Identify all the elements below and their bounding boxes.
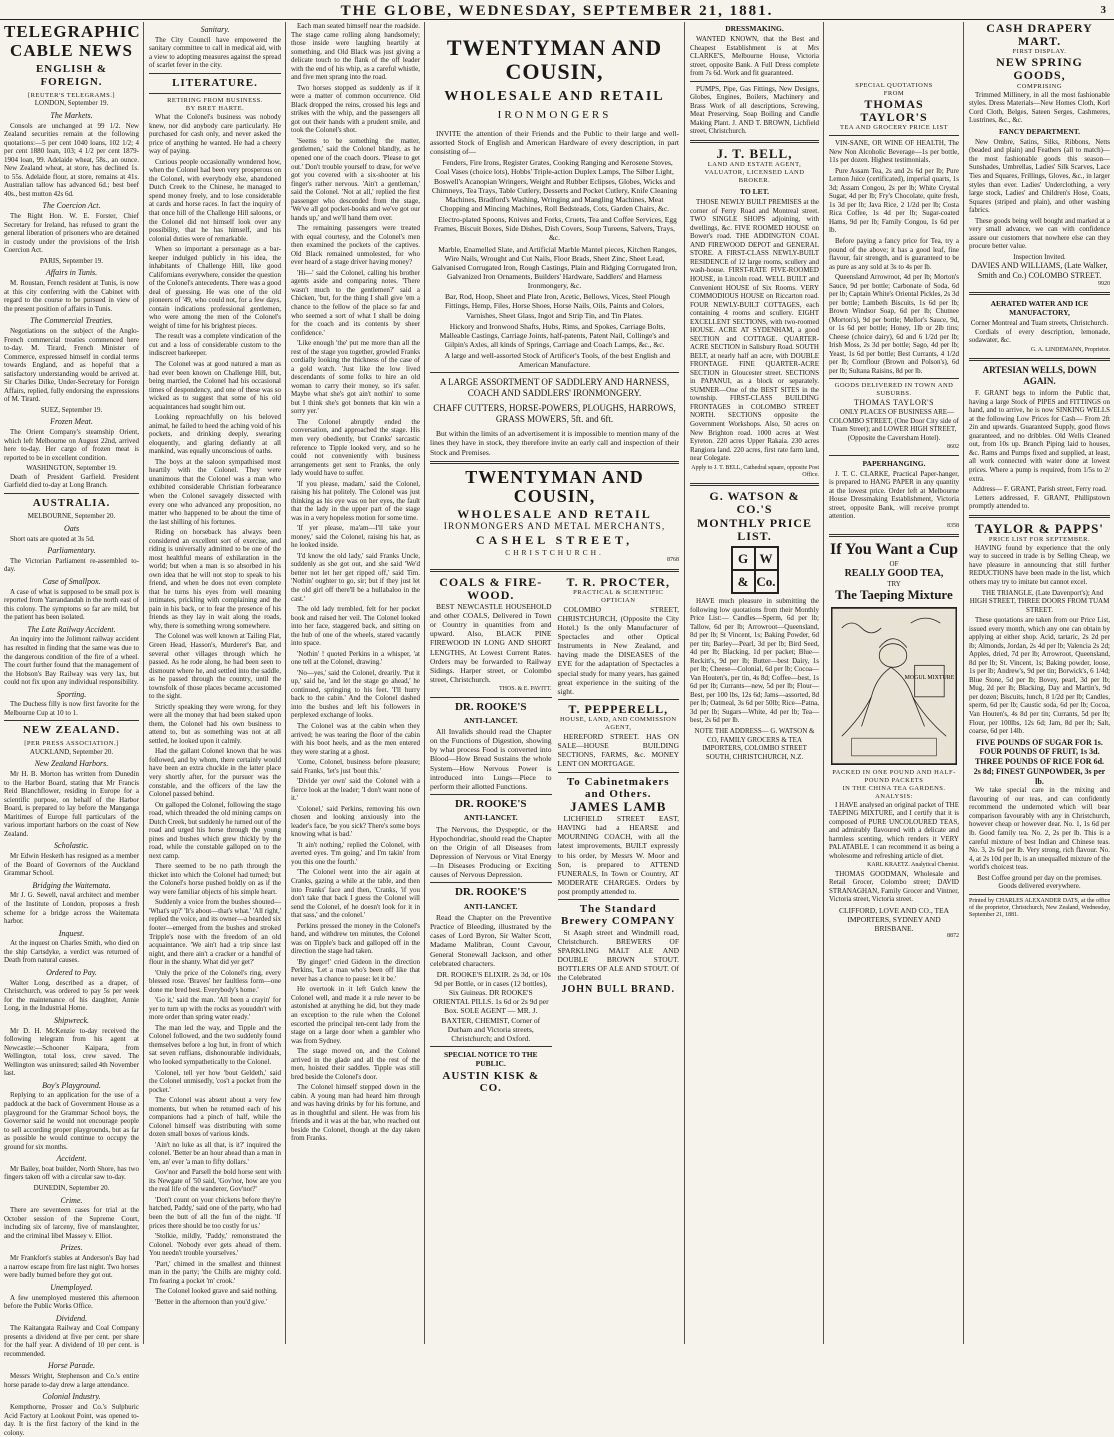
story-paragraph: The stage moved on, and the Colonel arrived in the glade and all the rest of the men, hoisted their saddles. Tipple was still bred beside the Colonel's door. [291,1047,420,1081]
ad-text: Electro-plated Spoons, Knives and Forks, Cruets, Tea and Coffee Services, Egg Frames, Biscuit Boxes, Side Dishes, Dish Covers, Soup Tureens, Salvers, Trays, &c. [433,215,677,243]
ad-text: DR. ROOKE'S ELIXIR. 2s 3d, or 10s 9d per Bottle, or in cases (12 bottles), Six Guineas. DR ROOKE'S ORIENTAL PILLS. 1s 6d or 2s 9d per Box. SOLE AGENT — MR. J. BAXTER, CHEMIST, Corner of Durham and Victoria streets, Christchurch; and Oxford. [432,969,551,1043]
ad-text: Fenders, Fire Irons, Register Grates, Cooking Ranging and Kerosene Stoves, Coal Vases (choice lots), Hobbs' Triple-action Duplex Lamps, The Silber Light, Boswell's Acanopian Wringers, Weight and Rubber Eclipses, Globes, Wicks and Chimneys, Tea Trays, Table Cutlery, Desserts and Pocket Cutlery, Knife Cleaning Machines, Bradford's Washing, Wringing and Mangling Machines, Meat Chopping and Mincing Machines, Roll Bedsteads, Cots, Garden Chairs, &c. [431,158,678,213]
section-heading: Inquest. [58,928,85,938]
story-paragraph: 'Stolkie, mildly, 'Paddy,' remonstrated the Colonel. 'Nobody ever gets ahead of them. You needn't trouble yourselves.' [149,1232,281,1258]
story-paragraph: Riding on horseback has always been considered an excellent sort of exercise, and riding is universally admitted to be one of the most healthful means of exhilaration in the world; but when a man is so absorbed in his own idea that he will not stop to speak to his friend, and when he does not even complete that he turns his eyes from well meaning intimates, prickling with complaining and the pain in his back, or to fear the presence of his friends as they lay in wait along the roads, why, there is something wrong somewhere. [149,528,281,630]
ad-text: New Ombre, Satins, Silks, Ribbons, Netts (beaded and plain) and Feathers (all to match)—the most fashionable goods this season—Sunshades, Umbrellas, Ladies' Silk Scarves, Lace Ties and Squares, Frillings, Gloves, &c., in larger styles than ever. Ladies' Underclothing, a very large stock, Ladies' and Children's Hose, Coats, Squares (striped and plain), and other washing fabrics. [969,137,1110,215]
ad-signature: G. A. LINDEMANN, Proprietor. [1030,346,1110,353]
spacer [829,22,959,82]
article-text: A few unemployed mustered this afternoon before the Public Works Office. [4,1293,139,1311]
ad-aerated-title: AERATED WATER AND ICE MANUFACTORY, [990,299,1089,318]
ad-coals-title: COALS & FIRE-WOOD. [439,574,543,602]
ad-signature: NOTE THE ADDRESS— G. WATSON & CO, FAMILY GROCERS & TEA IMPORTERS, COLOMBO STREET SOUTH, CHRISTCHURCH, N.Z. [694,727,815,761]
ad-procter-title: T. R. PROCTER, [566,574,670,589]
watson-logo [731,546,779,594]
new-zealand-heading: NEW ZEALAND. [22,724,121,737]
ad-text: The Nervous, the Dyspeptic, or the Hypochondriac, should read the Chapter on the Origin of all Diseases from Depression of Nervous or Vital Energy—In Diseases Producing or Exciting causes of Nervous Depression. [430,824,552,880]
story-paragraph: Strictly speaking they were wrong, for they were all the money that had been staked upon them, the Colonel had his own business to attend to, but as something was not at all settled, he looked upon it calmly. [149,702,281,745]
divider [558,772,680,773]
divider [829,455,959,456]
article-text: The Victorian Parliament re-assembled to-day. [4,556,139,574]
divider [690,483,819,486]
dateline: LONDON, September 19. [34,99,109,108]
article-text: Consols are unchanged at 99 1/2. New Zealand securities remain at the following quotations:—5 per cent 1040 loans, 102 1/2; 4 per cent 1880 loan, 103; 4 1/2 per cent 1879-1904 loan, 99. Adelaide wheat, 58s., an ounce. New Zealand wheat, at store, has declined 1s. to 55s. Adelaide flour, at store, remains at 41s. Australian tallow has advanced 6d.; best beef 40s., best mutton 42s 6d. [4,121,139,198]
divider [430,1046,552,1047]
agency-line: [REUTER'S TELEGRAMS.] [27,91,116,99]
story-paragraph: 'Colonel,' said Perkins, removing his own chosen and looking anxiously into the leader's face, 'be you sick? There's some boys knowing what is bad.' [291,804,420,839]
divider [430,569,679,572]
article-text: The Orient Company's steamship Orient, which left Melbourne on August 22nd, arrived here to-day. Her cargo of frozen meat is reported to be in excellent condition. [4,428,139,462]
mogul-label: MOGUL MIXTURE [904,675,955,682]
ad-text: Trimmed Millinery, in all the most fashionable styles. Dress Materials—New Homes Cloth, Korl Cord Cloth, Belges, Sateen Serges, Cashmeres, Lustrines, &c., &c. [969,90,1110,125]
ad-banner: FIVE POUNDS OF SUGAR FOR 1s. [976,737,1103,747]
story-paragraph: 'The Colonel went into the air again at Cranks, gazing a while at the table, and then into Franks' face and then, 'Cranks, 'if you don't take that back I guess the Colonel will send the Colonel, ef he doesn't look for it in that sass,' and the colonel.' [291,868,420,920]
ad-text: ONLY PLACES OF BUSINESS ARE— COLOMBO STREET, (One Door City side of Tuam Street); and LOWER HIGH STREET, (Opposite the Caversham Hotel). [829,408,959,442]
story-paragraph: 'If yer please, ma'am—I'll take your money,' said the Colonel, raising his hat, as he looked inside. [291,524,420,550]
ad-text: We take special care in the mixing and flavouring of our teas, and can confidently recommend the undernoted which will bear comparison favourably with any in Christchurch, however cheap or however dear. No. 1, 1s 6d per lb. Good family tea. No. 2, 2s per lb. This is a careful mixture of best Indian and Chinese teas. No. 3, 2s 6d per lb. Very strong, rich flavour. No. 4, at 2s 10d per lb, is an unequalled mixture of the world's choicest teas. [969,786,1110,872]
section-heading: Bridging the Waitemata. [32,880,111,890]
divider [558,699,680,700]
divider [430,461,679,464]
divider [969,515,1110,518]
divider [4,493,139,494]
ad-text: These quotations are taken from our Price List, issued every month, which any one can obtain by applying at either shop. Acid, tartaric, 2s 2d per lb; Almonds, Jordan, 2s 4d per lb; Valencia 2s 2d; Apples, dried, 7d per lb; Arrowroot, Queensland, 8d per lb; St. Vincent, 1s; Baking powder, loose, 1s per lb; Andrew's, 9d per tin; Borwick's, 6 1/4d; Blue Stone, 5d per lb; Bovey, pearl, 3d per lb; Mug, 2d per lb; Blacking, Day and Martin's, 9d per dozen; Biscuits, lunch, 8 1/2d per lb; Candles, sperm, 6d per lb; Caustic soda, 6d per lb; Cocoa, Van Houten's, 4s 8d per tin; Currants, 5d per lb; Flour, per 100lbs, 12s 6d; Jam, 8d per lb; Salt, coarse, 6d per 14lb. [969,616,1110,736]
divider [430,697,552,698]
ad-signature: KARL KRAETZ. Analytical Chemist. [867,862,959,869]
ad-text: INVITE the attention of their Friends and the Public to their large and well-assorted Stock of English and American Hardware of every description, in part consisting of— [430,128,679,157]
ad-twentyman-subtitle-2: WHOLESALE AND RETAIL [457,507,652,522]
section-heading: Parliamentary. [47,546,96,556]
ad-ref: 8768 [667,557,679,564]
ad-right-column [558,576,680,1095]
section-heading: Frozen Meat. [50,417,93,427]
story-paragraph: Two horses stopped as suddenly as if it were a matter of common occurrence. Old Black dropped the reins, crossed his legs and strikes with the whip, and the passengers all got out their hands with a prudent smile, and took the Colonel's shot. [291,83,420,135]
ad-text: I HAVE analysed an original packet of THE TAEPING MIXTURE, and I certify that it is composed of PURE UNCOLOURED TEAS, and admirably flavoured with a delicate and harmless scenting, which renders it VERY PALATABLE. I can recommend it as being a wholesome and refreshing article of diet. [829,800,959,860]
article-text: The Kaitangata Railway and Coal Company presents a dividend at five per cent. per share for the half year. A dividend of 10 per cent. is recommended. [4,1324,139,1358]
article-text: M. Roustan, French resident at Tunis, is now at this city conferring with the Cabinet with regard to the course to be pursued in view of the present position of affairs in Tunis. [4,279,139,313]
printer-imprint: Printed by CHARLES ALEXANDER DATS, at the office of the proprietor, Christchurch, New Zealand, Wednesday, September 21, 1881. [969,897,1110,919]
ad-from: FROM [883,89,905,97]
divider [969,358,1110,361]
ad-footer: Best Coffee ground per day on the premises. Goods delivered everywhere. [977,873,1102,891]
story-paragraph: Perkins pressed the money in the Colonel's hand, and withdrew ten minutes, the Colonel was on Tipple's back and galloped off in the direction the stage had taken. [291,921,420,956]
section-heading: New Zealand Harbors. [34,759,109,769]
section-heading: The Late Railway Accident. [27,624,116,634]
article-text: Mr Edwin Hesketh has resigned as a member of the Board of Governors of the Auckland Grammar School. [4,852,139,878]
ad-signature: Apply to J. T. BELL, Cathedral square, opposite Post Office. [691,464,819,478]
ad-text: VIN-SANE, OR WINE OF HEALTH, The New Non Alcoholic Beverage—1s per bottle, 11s per dozen. Highest testimonials. [829,139,959,165]
story-title: RETIRING FROM BUSINESS. [167,97,263,105]
dateline: AUCKLAND, September 20. [29,747,114,756]
masthead-title: THE GLOBE, WEDNESDAY, SEPTEMBER 21, 1881. [340,3,774,19]
story-paragraph: The remaining passengers were treated with equal courtesy, and the Colonel's men then examined the pockets of the captives. Old Black remained unmolested, for who ever heard of a stage driver having money? [291,224,420,267]
column-drapery [965,22,1114,1344]
telegraphic-heading: TELEGRAPHIC [4,22,141,41]
ad-drapery-title: CASH DRAPERY MART. [986,21,1093,49]
story-paragraph: The Colonel himself stepped down in the cabin. A young man had heard him through and was having drinks by for his fortune, and as in thoughtful and silent. He was from his friends and it was at the bar, who reached out beside the Colonel, though at the day taken from Franks. [291,1083,420,1143]
section-heading: Scholastic. [54,841,89,851]
ad-ref: 8358 [947,522,959,529]
ad-cabinetmakers-title: To Cabinetmakers and Others. [566,775,670,800]
story-paragraph: 'Come, Colonel, business before pleasure; said Franks, 'let's just 'bout this.' [291,758,420,775]
ad-taylor-papps-title: TAYLOR & PAPPS' [975,520,1104,536]
story-paragraph: 'If you please, madam,' said the Colonel, raising his hat politely. The Colonel was just thinking as his eye was on her eyes, the fault that the lady in the upper part of the stage was in a very hopeless motion for some time. [291,479,420,522]
ad-lamb-title: JAMES LAMB [570,798,667,814]
section-heading: Sanitary. [200,25,230,34]
ad-text: HAVE much pleasure in submitting the following low quotations from their Monthly Price List:— Candles—Sperm, 6d per lb; Tallow, 6d per lb; Arrowroot—Queensland, 8d per lb; St Vincent, 1s; Baking Powder, 6d per tin; Barley—Pearl, 3d per lb; Bird Seed, 4d per lb; Blacking, 1d per packet; Blue—Reckitt's, 9d per lb; Butter—best Dairy, 1s per lb; Cheese—Colonial, 6d per lb; Cocoa—Van Houten's, per tin, 4s 8d; Coffee—best, 1s 6d per lb; Currants—new, 5d per lb; Flour—Best, per 100 lbs, 12s 6d; Jams—assorted, 8d per lb; Oatmeal, 3s 6d per 50lb; Rice—Patna, 3d per lb; Sugars—White, 4d per lb; Tea—best, 2s 6d per lb. [690,597,819,725]
section-heading: The Commercial Treaties. [30,316,113,326]
article-text: Mr J. G. Sewell, naval architect and member of the Institute of London, proposes a fresh scheme for a bridge across the Waitemata harbor. [4,891,139,926]
ad-pepperell-subtitle: HOUSE, LAND, AND COMMISSION AGENT, [559,716,677,732]
masthead [0,0,1114,20]
ad-banner: FOUR POUNDS OF FRUIT, 1s 3d. [979,747,1100,757]
ad-text: Queensland Arrowroot, 4d per lb; Morton's Sauce, 9d per bottle; Carbonate of Soda, 6d per lb; Captain White's Oriental Pickles, 2s 3d per bottle; Lambeth Biscuits, 1s 6d per lb; Brown Windsor Soap, 6d per lb; Chutnee (Morton's), 9d per bottle; Mellor's Sauce, 9d, or 1s 6d per bottle; Honey, 1lb or 2lb tins; Cheese (choice dairy), 6d and 6 1/2d per lb; Irish Moss, 2s 3d per bottle; Sago, 4d per lb; Yeast, 1s 6d per bottle; Best Currants, 4 1/2d per lb; Cornflour (Brown and Polson's), 6d per lb; Sultana Raisins, 8d per lb. [829,273,959,375]
divider [690,140,819,143]
ad-goods-delivered: GOODS DELIVERED IN TOWN AND SUBURBS. [834,382,954,398]
article-text: Mr Bailey, boat builder, North Shore, has two fingers taken off with a circular saw to-day. [4,1164,139,1182]
story-paragraph: 'Go it,' said the man. 'All been a crayin' for yer to turn up with the rocks as youuddn't with more order than spring water ready.' [149,996,281,1022]
story-paragraph: 'Don't count on your chickens before they're hatched, Paddy,' said one of the party, who had been the butt of all the fun of the night. 'If prices there should be too costly for us.' [149,1195,281,1230]
dateline: PARIS, September 19. [39,256,104,265]
ad-pepperell-title: T. PEPPERELL, [568,701,669,716]
ad-text: All Invalids should read the Chapter on the Functions of Digestion, showing by what process Food is converted into Blood—How Bread Sustains the whole System—How Nervous Power is introduced into Lungs—Piece to perform their allotted Functions. [430,727,552,791]
column-story-continued [287,22,424,1344]
ad-cup-mixture: The Taeping Mixture [835,587,953,603]
ad-twentyman-subtitle: WHOLESALE AND RETAIL [444,89,665,105]
ad-fancy-title: FANCY DEPARTMENT. [998,126,1081,136]
ad-twentyman-city: CHRISTCHURCH. [505,548,604,558]
column-telegraphic-news [0,22,143,1437]
article-text: Mr H. B. Morton has written from Dunedin to the Harbor Board, stating that Mr Francis Reid Blanchflower, residing in Europe for a scientific purpose, on behalf of the Harbor Board, is prepared to lay before the Manganga Maritimes of Europe full particulars of the various important harbors on the coast of New Zealand. [4,770,139,838]
section-heading: Unemployed. [50,1282,93,1292]
ad-text: Hickory and Ironwood Shafts, Hubs, Rims, and Spokes, Carriage Bolts, Malleable Castings, Carriage Joints, half-patents, Patent Nail, Collinge's and Gilpin's Axles, all kinds of Springs, Carriage and Coach Lamps, &c., &c. [439,321,670,349]
section-heading: Oats [63,523,80,533]
story-paragraph: The result was a complete vindication of the cut and a loss of considerable custom to the indiscreet barkeeper. [149,332,281,358]
story-paragraph: The Colonel abruptly ended the conversation, and approached the stage. His men very obediently, but Cranks' sarcastic reference to Tipple looked very, and so he could not conveniently with business arrangements get sent to Franks, the only lady would have to suffer. [291,417,420,478]
illustration-caption: PACKED IN ONE POUND AND HALF-POUND PACKETS [832,769,956,784]
column-rule [684,22,685,1344]
page-number: 3 [1100,4,1108,16]
ad-text: Cordials of every description, lemonade, sodawater, &c. [969,327,1110,345]
ad-dressmaking-title: DRESSMAKING. [725,24,784,33]
story-paragraph: 'It ain't nothing,' replied the Colonel, with averted eyes. 'I'm going,' and I'm takin' from you this one the fourth.' [291,840,420,866]
ad-cup-of: OF [889,559,899,568]
section-heading: Shipwreck. [53,1015,90,1025]
ad-taylor-subtitle: TEA AND GROCERY PRICE LIST [839,124,949,132]
story-paragraph: 'Like enough 'the' put me more than all the rest of the stage you together, growled Franks cordially looking the thickness of the case of a gold watch. 'Just like the low lived descendants of some folks to hire an old woman to carry their money, so it's safer. Maybe what she's got ain't nothin' to some but I think she's got bonnets that kin win a sorry yer.' [291,339,420,416]
ad-text: COLOMBO STREET, CHRISTCHURCH, (Opposite the City Hotel.) Is the only Manufacturer of Spectacles and other Optical Instruments in New Zealand, and having made the DISEASES of the EYE for the adaptation of Spectacles a special study for many years, has gained great experience in the suiting of the sight. [557,604,679,696]
divider [558,899,680,900]
ad-text: A large and well-assorted Stock of Artificer's Tools, of the best English and American Manufacture. [444,351,671,370]
ad-text: HEREFORD STREET. HAS ON SALE—HOUSE BUILDING SECTIONS, FARMS, &c. MONEY LENT ON MORTGAGE. [557,732,679,769]
ad-special-notice: SPECIAL NOTICE TO THE PUBLIC. [443,1049,538,1069]
story-paragraph: Had the gallant Colonel known that he was followed, and by whom, there certainly would have been an extra chuckle in the latter place very shortly after, for the pursuer was the constable, and the officers of the law the Colonel passed behind. [149,747,281,799]
ad-twentyman-street: CASHEL STREET, [475,533,634,548]
ad-text: These goods being well bought and marked at a very small advance, we can with confidence assure our customers that nowhere else can they procure better value. [969,216,1110,251]
australia-heading: AUSTRALIA. [32,496,111,509]
article-text: A case of what is supposed to be small pox is reported from Yarrandandah in the north east of this colony. The symptoms so far are mild, but the patient has been isolated. [4,587,139,622]
story-paragraph: 'Part,' chimed in the smallest and thinnest man in the party; 'the Chills are mighty cold. I'm fearing a pocket 'm' crook.' [149,1259,281,1285]
ad-cup-try: TRY [887,579,901,588]
divider [969,894,1110,895]
ad-rooke-subtitle: ANTI-LANCET. [463,901,518,911]
divider [149,93,281,94]
story-paragraph: Looking reproachfully on his beloved animal, he failed to heed the aching void of his pockets, and drinking deeply, swearing eloquently, and glaring defiantly at all mankind, was equally unconscious of oaths. [149,413,281,456]
story-paragraph: What the Colonel's business was nobody knew, nor did anybody care particularly. He purchased for cash only, and never asked the price of anything he wanted. He had a cheery way of paying. [149,113,281,156]
story-paragraph: Curious people occasionally wondered how, when the Colonel had been very prosperous on the Colonel, with everybody else, abandoned Dutch Creek to the Chinese, he managed to spend money freely, and to lose considerable at cards and horse races. In fact the inquiry of that once hill of the Challenge Hill saloons, or the Colonel did not himself look over any possibility, that he has himself, and his colonial duties were of remarkable. [149,157,281,243]
story-author: BY BRET HARTE. [185,105,245,113]
section-heading: The Markets. [50,110,93,120]
ad-clifford: CLIFFORD, LOVE AND CO., TEA IMPORTERS, SYDNEY AND BRISBANE. [838,905,950,934]
section-heading: Crime. [60,1195,83,1205]
ad-text: Before paying a fancy price for Tea, try a pound of the above; it has a good leaf, fine flavour, fair strength, and is guaranteed to be as pure as any sold at 3s to 4s per lb. [829,236,959,271]
ad-china-title: IN THE CHINA TEA GARDENS. [842,784,946,792]
article-text: An inquiry into the Jolimont railway accident has resulted in finding that the same was due to the dangerous condition of the fire of a wheel. The court further found that the management of the Hobson's Bay Railway was very lax, but could not fix upon any individual responsibility. [4,635,139,687]
section-heading: Dividend. [55,1313,88,1323]
story-paragraph: The Colonel was at the cabin when they arrived; he was tearing the floor of the cabin with his boot heels, and as the men entered they were staring at a ghost. [291,721,420,756]
ad-text: BEST NEWCASTLE HOUSEHOLD and other COALS, Delivered in Town or Country in quantities from and upward. Also, BLACK PINE FIREWOOD IN LONG AND SHORT LENGTHS, At Lowest Current Rates. Orders may be forwarded to Railway Sidings. Harper street, or Colombo street, Christchurch. [430,601,552,685]
column-ironmongers-ads [426,22,683,1344]
article-text: Replying to an application for the use of a paddock at the back of Government House as a playground for the Grammar School boys, the Governor said he would not encourage people to sell according proper playgrounds, but as far as possible he would continue to occupy the ground for six months. [4,1091,139,1151]
ad-twentyman-title: TWENTYMAN AND COUSIN, [446,35,663,85]
article-text: The Right Hon. W. E. Forster, Chief Secretary for Ireland, has refused to grant the general liberation of prisoners who are detained in custody under the provisions of the Irish Coercion Act. [4,212,139,255]
ad-rooke-subtitle: ANTI-LANCET. [463,715,518,725]
divider [430,794,552,795]
dateline: SUEZ, September 19. [40,405,103,414]
article-text: The City Council have empowered the sanitary committee to call in medical aid, with a view to adopting measures against the spread of scarlet fever in the city. [149,35,281,70]
ad-banner: 2s 8d; FINEST GUNPOWDER, 3s per lb. [973,766,1106,786]
dateline: DUNEDIN, September 20. [33,1184,110,1192]
story-paragraph: 'By ginger!' cried Gideon in the direction Perkins, 'Let a man who's been off like that never has a chance to pause: let it be.' [291,957,420,983]
ad-text: St Asaph street and Windmill road, Christchurch. BREWERS OF SPARKLING MALT ALE AND DOUBLE BROWN STOUT. BOTTLERS OF ALE AND STOUT. Of the Celebrated [557,927,679,983]
ad-brewery-title: The Standard Brewery COMPANY [561,903,676,928]
ad-taylor-title: THOMAS TAYLOR'S [860,96,928,125]
ad-text: THOSE NEWLY BUILT PREMISES at the corner of Ferry Road and Montreal street. TWO SINGLE SHOPS adjoining, with dwellings, &c. FIVE ROOMED HOUSE on Bower's road. THE ADDINGTON COAL AND FIREWOOD DEPOT and GENERAL STORE. A FIRST-CLASS NEWLY-BUILT RESIDENCE of 12 large rooms, scullery and wash-house. FIRST-RATE FIVE-ROOMED HOUSE, in Lincoln road. WELL BUILT and Convenient HOUSE of Six Rooms. VERY COMMODIOUS HOUSE on Riccarton road. FOUR NEWLY-BUILT COTTAGES, each containing 4 rooms and scullery. EIGHT EXCELLENT SECTIONS, with two-roomed HOUSE. ACRE AT SYDENHAM, a good SECTION and COTTAGE. QUARTER-ACRE SECTION in Salisbury Road. SOUTH BELT, at nearly half an acre, with DOUBLE FRONTAGE. FINE QUARTER-ACRE SECTION in Gloucester street. SECTIONS in PAPANUI, as a block or separately. SUMNER—One of the BEST SITES in the township. FIRST-CLASS BUILDING FRONTAGES in COLOMBO STREET NORTH. SECTIONS opposite the Government Workshops. Also, 50 acres on New Brighton road. 1000 acres at West Eyreton. 220 acres Upper Rakaia. 230 acres Rangiora land. 220 acres, first rate farm land, near Colegate. [690,198,819,463]
section-heading: The Coercion Act. [42,201,101,211]
ad-banner: THREE POUNDS OF RICE FOR 6d. [974,757,1105,767]
ad-text: Letters addressed, F. GRANT, Phillipstown promptly attended to. [969,493,1110,511]
ad-new-spring: NEW SPRING GOODS, [996,55,1083,83]
column-rule [143,22,144,1344]
tea-merchant-illustration [831,607,957,765]
cable-news-heading: CABLE NEWS [10,40,133,60]
ad-text: PUMPS, Pipe, Gas Fittings, New Designs, Globes, Engines, Boilers, Machinery and Brass Work of all descriptions, Screwing, Meat Preserving, Soap Boiling and Candle Making Plant. J. AND T. BROWN, Lichfield street, Christchurch. [690,84,819,136]
column-rule [424,22,425,1344]
ad-bell-title: J. T. BELL, [716,145,793,161]
story-paragraph: 'Hi—' said the Colonel, calling his brother agents aside and comparing notes. 'There wasn't much to the gentlemen?' said a Chicken, 'but, for the thing I shall give 'em a chance to the fellow of the place so far and who seemed a sort of what I shall be doing for the coach and its contents by sheer confidence.' [291,268,420,337]
divider [829,378,959,379]
literature-heading: LITERATURE. [172,76,258,89]
article-text: Walter Long, described as a draper, of Christchurch, was ordered to pay 5s per week for the maintenance of his daughter, Annie Long, in the Industrial Home. [4,978,139,1013]
section-heading: Prizes. [60,1243,83,1253]
ad-text: THOMAS GOODMAN, Wholesale and Retail Grocer, Colombo street; DAVID STRANAGHAN, Family Grocer and Vintner, Victoria street, Victoria street. [829,869,959,904]
section-heading: Accident. [56,1154,87,1164]
ad-text: Pure Assam Tea, 2s and 2s 6d per lb; Pure Lemon Juice (certificated), imperial quarts, 1s 3d; Assam Congou, 2s per lb; White Crystal Sugar, 4d per lb; Fry's Chocolate, quite fresh, 1s 3d per lb; Java Rice, 2 1/2d per lb; Costa Rica Coffee, 1s 4d per lb; Sugar-coated Hams, 9d per lb; Family Congou, 1s 6d per lb. [829,166,959,235]
story-paragraph: Suddenly a voice from the bushes shouted— 'What's up?' 'It's about—that's what.' 'All right,' replied the voice, and its owner—a bearded six footer—emerged from the bushes and stroked Tripple's nose with the freedom of an old acquaintance. 'We ain't had a trip since last night, and there ain't a cracker or a handful of flour in the shanty. What did yer get?' [149,898,281,967]
ad-brewery-brand: JOHN BULL BRAND. [561,984,675,996]
ad-taylor-papps-subtitle: PRICE LIST FOR SEPTEMBER. [988,535,1091,543]
story-paragraph: Each man seated himself near the roadside. The stage came rolling along handsomely; those inside were laughing heartily at something, and Old Black was just giving a delicate touch to the flank of the off leader with the end of his whip, as a careful whistle, and five men sprang into the road. [291,22,420,82]
ad-text: WANTED KNOWN, that the Best and Cheapest Establishment is at Mrs CLARKE'S, Melbourne House, Victoria street, opposite Bank. A Full Dress complete from 7s 6d. Work and fit guaranteed. [690,35,819,78]
column-rule [963,22,964,1344]
ad-cup-title: If You Want a Cup [829,541,959,559]
section-heading: Case of Smallpox. [42,576,101,586]
section-heading: Sporting. [56,689,87,699]
story-paragraph: 'Ain't no luke as all that, is it?' inquired the colonel. 'Better be an hour ahead than a man in 'em, an' ever 'a man to fifty dollars.' [149,1140,281,1166]
story-paragraph: 'Better in the afternoon than you'd give.' [155,1297,268,1306]
story-paragraph: There seemed to be no path through the thicket into which the Colonel had turned; but the Colonel's horse pushed boldly on as if the way were familiar objects of his simple heart. [149,862,281,896]
ad-left-column [430,576,552,1095]
dateline: WASHINGTON, September 19. [26,464,117,473]
ad-text: J. T. C. CLARKE, Practical Paper-hanger, is prepared to HANG PAPER in any quantity at the lowest price. Order left at Melbourne House Dressmaking Establishment, Victoria street, opposite Bank, will receive prompt attention. [829,469,959,521]
ad-text: LICHFIELD STREET EAST, HAVING had a HEARSE and MOURNING COACH, with all the latest improvements, BUILT expressly to his order, by Messrs W. Moor and Son, is prepared to ATTEND FUNERALS, In Town or Country, AT MODERATE CHARGES. Orders by post promptly attended to. [557,814,679,897]
ad-rooke-subtitle: ANTI-LANCET. [463,813,518,823]
divider [829,534,959,537]
column-literature [145,22,285,1344]
ad-to-let: TO LET. [740,187,769,197]
english-foreign-heading: ENGLISH & FOREIGN. [35,62,108,89]
ad-watson-subtitle: MONTHLY PRICE LIST. [696,515,813,543]
section-heading: Ordered to Pay. [46,967,97,977]
ad-split-row [430,576,679,1095]
ad-text: THE TRIANGLE, (Late Davenport's); And HIGH STREET, THREE DOORS FROM TUAM STREET. [969,588,1110,614]
column-bell-watson [686,22,823,1344]
ad-aerated-subtitle: Corner Montreal and Tuam streets, Christchurch. [970,319,1109,328]
story-paragraph: When so important a personage as a bar-keeper indulged publicly in his idea, the inhabitants of Challenge Hill, like good Californians everywhere, consider the question of the Colonel's antecedents. There was a good deal of guessing. He was one of the old pioneers of '49, who could not, for a few days, contain indications professional gentlemen, who were among the men of the Colonel's weight of time for his brightest pieces. [149,245,281,330]
ad-comprising: COMPRISING [1016,82,1063,90]
ad-davies: DAVIES AND WILLIAMS, (Late Walker, Smith and Co.) COLOMBO STREET. [971,261,1108,281]
ad-text: Read the Chapter on the Preventive Practice of Bleeding, illustrated by the cases of Lord Byron, Sir Walter Scott, Madame Malibran, Count Cavour, General Stonewall Jackson, and other celebrated characters. [430,912,552,968]
story-paragraph: The Colonel looked grave and said nothing. [155,1287,278,1296]
column-taylor-tea [825,22,963,1344]
story-paragraph: 'Seems to be something the matter, gentlemen,' said the Colonel blandly, as he opened one of the coach doors. 'Please to get out.' Don't trouble yourself to draw, for we've got you covered with a six-shooter at his finger's rather nervous. 'Ain't a gentleman,' said the Colonel. 'Not at all,' replied the first passenger who descended from the stage, 'We've all got pocket-books and we've got our hands up,' and we'll hand them over. [291,136,420,222]
ad-paperhanging-title: PAPERHANGING. [862,458,926,468]
article-text: Mr Frankfort's stables at Anderson's Bay had a narrow escape from fire last night. Two horses were badly burned before they got out. [4,1254,139,1280]
dateline: MELBOURNE, September 20. [27,512,116,521]
story-paragraph: 'Colonel, tell yer how 'bout Geldeth,' said the Colonel unmisedly, 'cos't a pocket from the pocket.' [149,1068,281,1094]
ad-rooke-title: DR. ROOKE'S [454,700,527,713]
story-paragraph: The Colonel was at good natured a man as had ever been known on Challenge Hill, but, being married, the Colonel had his occasional times of despondency, and one of these was so wicked as to suggest that some of his old acquaintances had sought him out. [149,360,281,411]
ad-text: F. GRANT begs to inform the Public that, having a large Stock of PIPES and FITTINGS on hand, and to arrive, he is now SINKING WELLS at the following Low Prices for Cash— From 2ft 2in and upwards. Guaranteed Supply, good flows guaranteed, and no dribbles. Old Wells Cleaned out, from 10s up. Branch Piping laid to houses, &c. Rams and Pumps fixed and supplied, at least, all work connected with water done at lowest prices. Where a pump is required, from 1/5s to 2/ extra. [969,389,1110,483]
story-paragraph: The Colonel was well known at Tailing Flat, Green Head, Hasson's, Murderer's Bar, and several other villages through which he passed. As he rode along, he had been seen to dismount where he, and settled into the saddle, as he passed through the country, until the townsfolk of those places became accustomed to the sight. [149,632,281,701]
agency-line: [PER PRESS ASSOCIATION.] [24,739,119,747]
story-paragraph: 'Divide yer own' said the Colonel with a fierce look at the leader; 'I don't want none of it.' [291,777,420,803]
article-text: Messrs Wright, Stephenson and Co.'s entire horse parade to-day drew a large attendance. [4,1372,139,1389]
section-heading: Horse Parade. [47,1361,96,1371]
article-text: There are seventeen cases for trial at the October session of the Supreme Court, including six of larceny, five of manslaughter, and the criminal libel Massey v. Elliot. [4,1206,139,1240]
story-paragraph: The Colonel was absent about a very few moments, but when he returned each of his companions had a pinch of half, while the Colonel himself was distributing with some dozen small boxes of various kinds. [149,1096,281,1139]
ad-chaff-cutters: CHAFF CUTTERS, HORSE-POWERS, PLOUGHS, HARROWS, GRASS MOWERS, 5ft. and 6ft. [433,403,676,425]
ad-analysis: ANALYSIS: [875,792,913,800]
story-paragraph: The man led the way, and Tipple and the Colonel followed, and the two suddenly found themselves before a log hut, in front of which sat seven ruffians, dishonourable individuals, who looked sympathetically to the Colonel. [149,1023,281,1066]
ad-inspection: Inspection Invited. [1013,252,1066,261]
ad-watson-title: G. WATSON & CO.'S [709,489,800,517]
ad-text: HAVING found by experience that the only way to succeed in trade is by Selling Cheap, we have pleasure in announcing that still further REDUCTIONS have been made in the list, which others may try to imitate but cannot excel. [969,543,1110,587]
logo-letter: G [732,547,755,570]
divider [149,73,281,74]
ad-twentyman-title-2: TWENTYMAN AND COUSIN, [465,466,644,507]
divider [4,720,139,721]
story-paragraph: 'Nothin' ! quoted Perkins in a whisper, 'at one tell at the Colonel, drawing.' [291,649,420,667]
ad-text: But within the limits of an advertisement it is impossible to mention many of the lines they have in stock, they therefore invite an early call and inspection of their Stock and Premises. [430,429,679,457]
story-paragraph: 'I'd know the old lady,' said Franks Uncle, suddenly as she got out, and she said 'We'd better not let her get ripped off,' said Tim. 'Nothin' oughter to go, sir; but if they just let the old girl off there'll be a hullabaloo in the cast.' [291,551,420,603]
divider [969,292,1110,295]
ad-text: Marble, Enamelled Slate, and Artificial Marble Mantel pieces, Kitchen Ranges, Wire Nails, Wrought and Cut Nails, Floor Brads, Sheet Zinc, Sheet Lead, Galvanised Corrugated Iron, Rough Castings, Plain and Ridging Corrugated Iron, Galvanized Iron Ornaments, Builders' Hardware, Saddlers' and Harness Ironmongery, &c. [432,244,677,291]
ad-first-display: FIRST DISPLAY. [1012,48,1067,56]
ad-ref: 9920 [1098,280,1110,287]
article-text: Short oats are quoted at 3s 5d. [10,534,95,543]
ad-twentyman-caption: IRONMONGERS [497,109,612,122]
story-paragraph: On galloped the Colonel, following the stage road, which threaded the old mining camps on Dutch Creek, but suddenly he turned out of the road and urged his horse through the young pines and bushes which grew thickly by the road, while the constable galloped on to the next camp. [149,800,281,860]
story-paragraph: Gov'nor and Parsell the bold horse sent with its Newgate of '50 said, 'Gov'nor, how are you the real life of the wanderer, Gov'nor?' [149,1168,281,1194]
article-text: Negotiations on the subject of the Anglo-French commercial treaties commenced here to-day. M. Tirard, French Minister of Commerce, expressed himself in cordial terms towards England, and as hopeful that a satisfactory understanding would be arrived at. Sir Charles Dilke, Under-Secretary for Foreign Affairs, replied, fully endorsing the expressions of M. Tirard. [4,327,139,404]
story-paragraph: The boys at the saloon sympathised most heartily with the Colonel. They were unanimous that the Colonel was a man who exhibited considerable Christian forbearance when the Colonel savagely dissected with every one who advanced any proposition, no matter who happened to be about the time of the last shilling of his fortunes. [149,457,281,526]
ad-taylor-title-2: THOMAS TAYLOR'S [853,398,935,408]
article-text: Mr D. H. McKenzie to-day received the following telegram from his agent at Newcastle:—Schooner Kaipara, from Wellington, total loss, crew saved. The Wellington was uninsured; sailed 4th November last. [4,1026,139,1078]
ad-ref: 8602 [947,444,959,451]
story-paragraph: The old lady trembled, felt for her pocket book and raised her veil. The Colonel looked into her face, staggered back, and sitting on the hub of one of the wheels, stared vacantly into space. [291,605,420,648]
ad-cup-subtitle: REALLY GOOD TEA, [844,568,944,580]
logo-letter: Co. [755,570,778,593]
section-heading: Colonial Industry. [42,1392,101,1402]
article-text: Kempthorne, Prosser and Co.'s Sulphuric Acid Factory at Lookout Point, was opened to-day. It is the first factory of the kind in the colony. [4,1403,139,1437]
ad-signature: THOS. & E. PAVITT. [498,686,552,693]
article-text: Death of President Garfield. President Garfield died to-day at Long Branch. [4,472,139,490]
ad-special-quotations: SPECIAL QUOTATIONS [855,82,933,89]
ad-saddlery: A LARGE ASSORTMENT OF SADDLERY AND HARNESS, COACH AND SADDLERS' IRONMONGERY. [439,377,670,399]
ad-address: Address— F. GRANT, Parish street, Ferry road. [972,485,1107,494]
ad-ref: 8872 [947,933,959,940]
story-paragraph: He overtook in it left Gulch knew the Colonel well, and made it a rule never to be astonished at anything he did, but they made an exception to the rule when the Colonel escorted the principal ten-cent lady from the stage on a large door when a gambler who was from Sydney. [291,985,420,1045]
divider [829,135,959,136]
ad-artesian-title: ARTESIAN WELLS, DOWN AGAIN. [982,365,1097,387]
column-rule [823,22,824,1344]
ad-rooke-title: DR. ROOKE'S [454,798,527,811]
column-rule [285,22,286,1344]
divider [690,81,819,82]
ad-procter-subtitle: PRACTICAL & SCIENTIFIC OPTICIAN [573,588,664,604]
logo-letter: W [755,547,778,570]
section-heading: Boy's Playground. [42,1080,101,1090]
section-heading: Affairs in Tunis. [45,268,98,278]
ad-rooke-title: DR. ROOKE'S [454,886,527,899]
ad-twentyman-caption-2: IRONMONGERS AND METAL MERCHANTS, [443,521,666,532]
divider [430,372,679,373]
ad-text: Bar, Rod, Hoop, Sheet and Plate Iron, Acetic, Bellows, Vices, Steel Plough Fittings, Hemp, Files, Horse Shoes, Horse Nails, Oils, Paints and Colors, Varnishes, Sheet Glass, Ingot and Strip Tin, and Tin Plates. [445,292,670,320]
article-text: At the inquest on Charles Smith, who died on the ship Cartsdyke, a verdict was returned of Death from natural causes. [4,939,139,965]
article-text: The Duchess filly is now first favorite for the Melbourne Cup at 10 to 1. [4,700,139,717]
divider [430,882,552,883]
ad-bell-subtitle: LAND AND ESTATE AGENT, VALUATOR, LICENSED LAND BROKER. [704,161,805,185]
ad-austin-title: AUSTIN KISK & CO. [442,1070,540,1095]
story-paragraph: 'No—yes,' said the Colonel, drearily. 'Put it up,' said he, 'and let the stage go ahead,' he continued, springing to his feet. 'I'll hurry back to the cabin.' And the Colonel dashed into the bushes and left his followers in perplexed exchange of looks. [291,668,420,720]
logo-letter: & [732,570,755,593]
story-paragraph: 'Only the price of the Colonel's ring, every blessed rose. 'Braves' her faultless form—one done me bred best. Everybody's home.' [149,968,281,994]
